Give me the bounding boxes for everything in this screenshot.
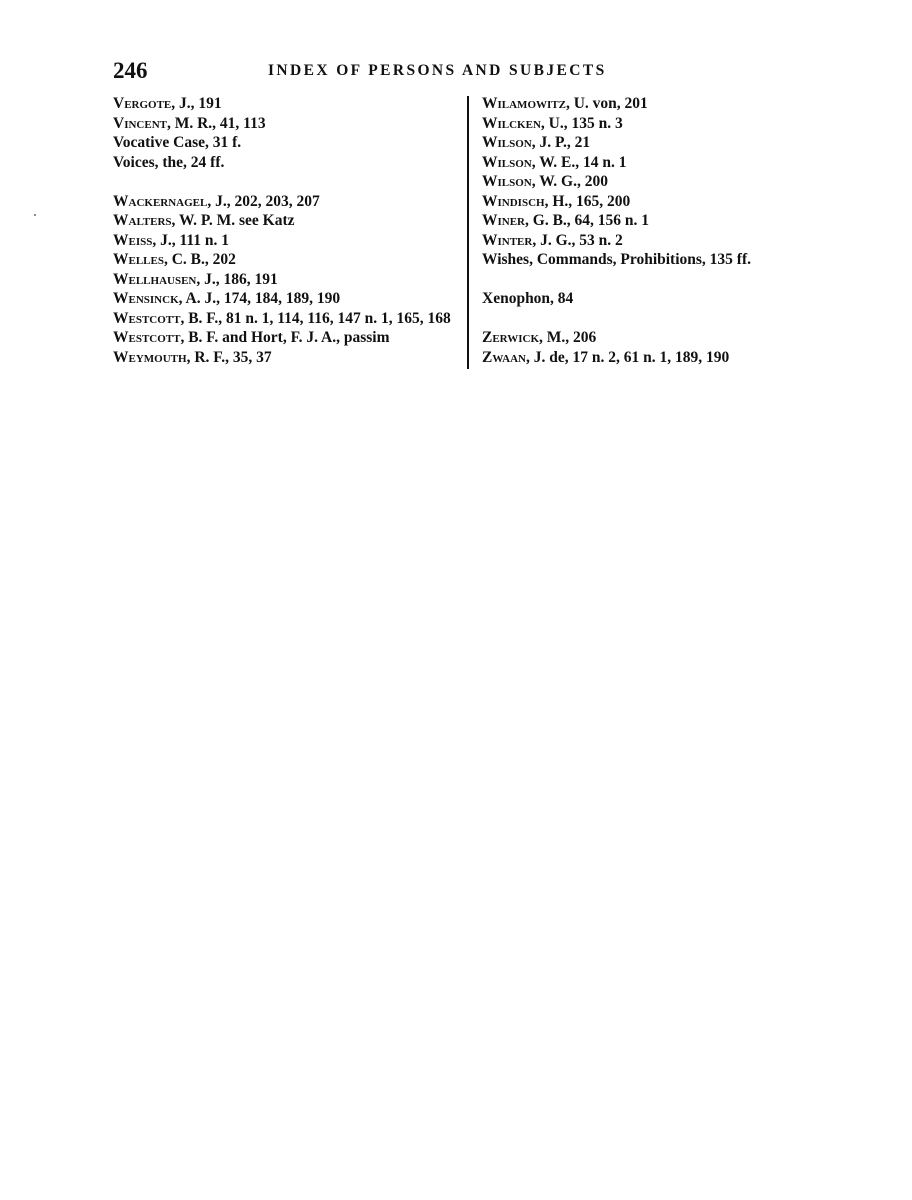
index-entry-references: , J., 202, 203, 207 <box>207 192 320 210</box>
index-entry <box>482 289 817 309</box>
index-entry-name: Westcott <box>113 329 181 346</box>
index-entry-name: Wilson <box>482 173 532 190</box>
index-entry-references: , C. B., 202 <box>163 251 236 268</box>
index-entry-name: Wilamowitz <box>482 95 566 112</box>
index-entry-references: , W. E., 14 n. 1 <box>531 153 627 171</box>
index-entry <box>482 231 817 251</box>
index-column-right <box>482 94 817 367</box>
column-divider-rule <box>467 96 469 369</box>
index-column-left <box>113 94 463 367</box>
index-entry <box>482 94 817 114</box>
index-entry <box>482 328 817 348</box>
index-section-gap <box>113 172 463 192</box>
print-speck <box>34 214 36 216</box>
index-entry-references: , U., 135 n. 3 <box>540 114 623 132</box>
index-entry <box>113 231 463 251</box>
index-entry-references: , H., 165, 200 <box>544 192 631 210</box>
index-entry-name: Winer <box>482 212 526 229</box>
index-entry <box>482 172 817 192</box>
index-entry-references: , J., 191 <box>171 95 222 112</box>
index-entry-name: Welles <box>113 251 164 268</box>
index-entry-references: , B. F., 81 n. 1, 114, 116, 147 n. 1, 165, 168 <box>180 309 451 327</box>
index-entry <box>113 133 463 153</box>
index-entry-name: Walters <box>113 212 172 229</box>
index-entry-name: Zwaan <box>482 348 526 366</box>
index-entry-name: Westcott <box>113 309 181 327</box>
index-entry <box>482 250 817 270</box>
index-entry <box>113 328 463 348</box>
index-entry-references: , J. P., 21 <box>531 134 591 151</box>
index-entry-name: Winter <box>482 231 533 249</box>
index-entry-references: Xenophon, 84 <box>482 290 574 307</box>
index-entry-name: Vergote <box>113 95 172 112</box>
index-entry <box>113 270 463 290</box>
running-head: INDEX OF PERSONS AND SUBJECTS <box>268 62 607 79</box>
index-entry-references: Vocative Case, 31 f. <box>113 134 242 151</box>
index-entry-references: , B. F. and Hort, F. J. A., passim <box>180 329 390 346</box>
index-entry-references: , J. G., 53 n. 2 <box>532 231 623 249</box>
index-entry <box>482 153 817 173</box>
page-number: 246 <box>113 58 148 83</box>
index-entry-references: , M. R., 41, 113 <box>166 114 266 132</box>
index-entry-references: , J. de, 17 n. 2, 61 n. 1, 189, 190 <box>525 348 730 366</box>
index-entry <box>113 192 463 212</box>
index-entry-references: Wishes, Commands, Prohibitions, 135 ff. <box>482 251 751 268</box>
index-entry <box>482 211 817 231</box>
index-entry-name: Wackernagel <box>113 192 208 210</box>
index-entry-references: , U. von, 201 <box>565 95 648 112</box>
index-section-gap <box>482 309 817 329</box>
index-entry <box>113 309 463 329</box>
index-entry <box>482 192 817 212</box>
index-entry-name: Wensinck <box>113 290 179 307</box>
index-section-gap <box>482 270 817 290</box>
index-entry-name: Wilson <box>482 134 532 151</box>
index-entry-references: , A. J., 174, 184, 189, 190 <box>178 290 341 307</box>
index-entry <box>113 289 463 309</box>
index-entry <box>482 348 817 368</box>
index-entry <box>113 153 463 173</box>
index-entry <box>113 211 463 231</box>
index-entry-references: , J., 111 n. 1 <box>152 231 230 249</box>
index-entry <box>482 133 817 153</box>
index-entry <box>482 114 817 134</box>
index-entry-references: , M., 206 <box>539 329 597 346</box>
index-entry-name: Windisch <box>482 192 545 210</box>
index-entry-references: , W. G., 200 <box>531 173 608 190</box>
index-entry-references: , R. F., 35, 37 <box>186 348 272 366</box>
index-entry-name: Wilcken <box>482 114 541 132</box>
index-entry-name: Zerwick <box>482 329 540 346</box>
index-entry-references: , J., 186, 191 <box>196 270 278 288</box>
index-entry-references: Voices, the, 24 ff. <box>113 153 225 171</box>
index-entry <box>113 94 463 114</box>
index-entry-name: Wilson <box>482 153 532 171</box>
index-entry-name: Vincent <box>113 114 167 132</box>
index-entry <box>113 114 463 134</box>
index-entry-references: , G. B., 64, 156 n. 1 <box>525 212 650 229</box>
index-entry-references: , W. P. M. see Katz <box>171 212 295 229</box>
index-entry-name: Weymouth <box>113 348 187 366</box>
index-entry-name: Wellhausen <box>113 270 197 288</box>
index-entry-name: Weiss <box>113 231 153 249</box>
index-entry <box>113 348 463 368</box>
index-entry <box>113 250 463 270</box>
